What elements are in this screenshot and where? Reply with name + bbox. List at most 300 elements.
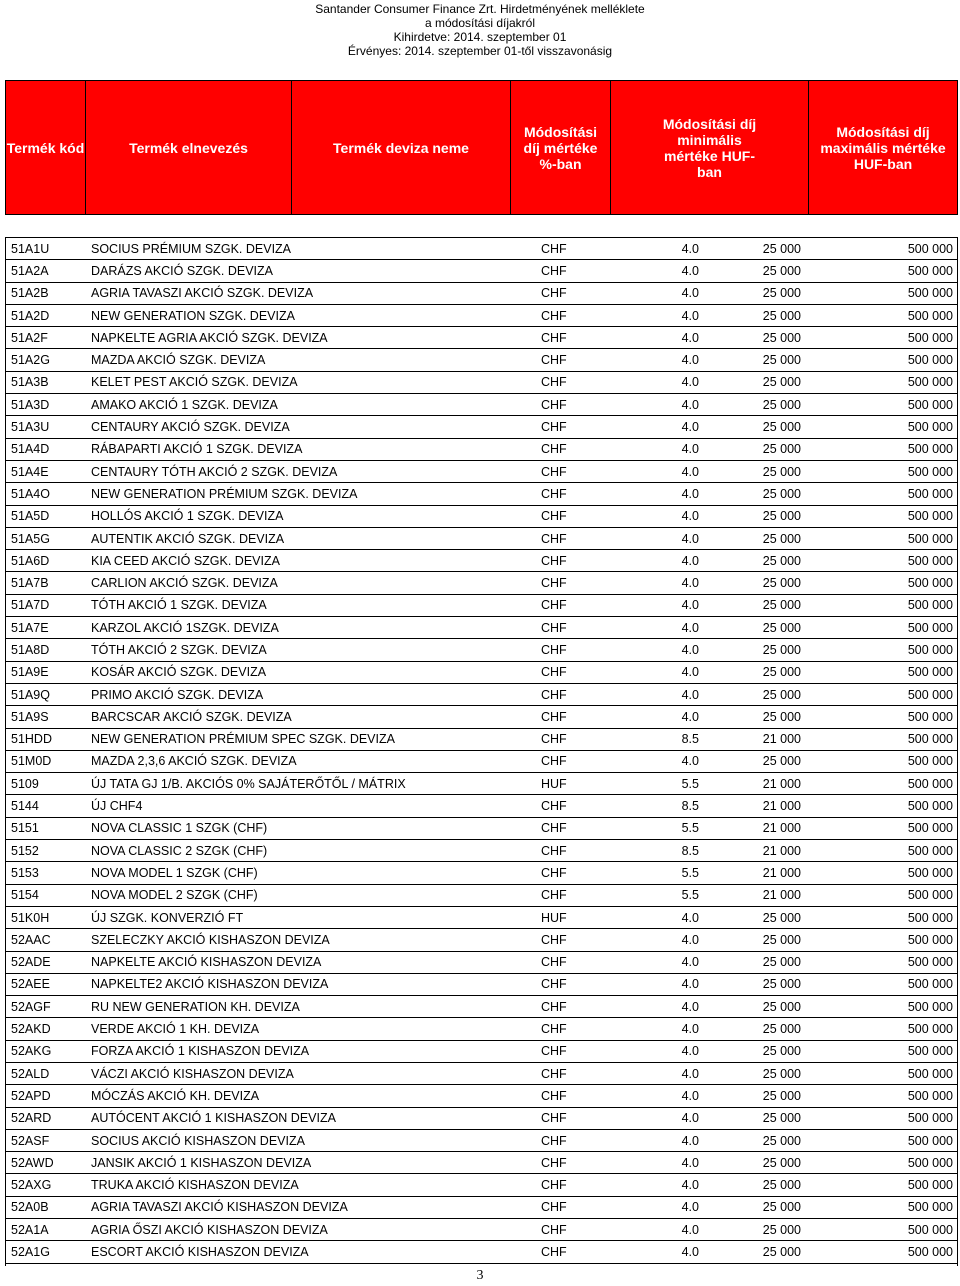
cell-min: 25 000 xyxy=(762,420,801,435)
cell-min: 25 000 xyxy=(762,286,801,301)
cell-name: SOCIUS AKCIÓ KISHASZON DEVIZA xyxy=(91,1133,305,1148)
cell-currency: CHF xyxy=(541,1178,567,1193)
cell-max: 500 000 xyxy=(907,999,953,1014)
cell-name: MAZDA AKCIÓ SZGK. DEVIZA xyxy=(91,353,266,368)
cell-min: 25 000 xyxy=(762,442,801,457)
cell-name: KELET PEST AKCIÓ SZGK. DEVIZA xyxy=(91,375,298,390)
cell-pct: 4.0 xyxy=(681,999,699,1014)
cell-name: HOLLÓS AKCIÓ 1 SZGK. DEVIZA xyxy=(91,509,284,524)
cell-name: CENTAURY AKCIÓ SZGK. DEVIZA xyxy=(91,420,290,435)
cell-min: 25 000 xyxy=(762,754,801,769)
cell-min: 25 000 xyxy=(762,1044,801,1059)
cell-name: TÓTH AKCIÓ 2 SZGK. DEVIZA xyxy=(91,642,267,657)
cell-code: 52ADE xyxy=(11,955,51,970)
cell-max: 500 000 xyxy=(907,1066,953,1081)
cell-code: 51A3U xyxy=(11,420,50,435)
table-header xyxy=(5,80,958,215)
cell-code: 51A9S xyxy=(11,709,49,724)
cell-currency: CHF xyxy=(541,375,567,390)
cell-currency: CHF xyxy=(541,486,567,501)
cell-max: 500 000 xyxy=(907,1155,953,1170)
cell-pct: 4.0 xyxy=(681,1178,699,1193)
table-row xyxy=(5,929,958,951)
cell-code: 51M0D xyxy=(11,754,52,769)
cell-code: 51A9Q xyxy=(11,687,50,702)
cell-min: 25 000 xyxy=(762,620,801,635)
cell-code: 5154 xyxy=(11,888,39,903)
table-row xyxy=(5,617,958,639)
cell-name: NOVA MODEL 2 SZGK (CHF) xyxy=(91,888,258,903)
cell-code: 51A4D xyxy=(11,442,50,457)
cell-min: 25 000 xyxy=(762,1088,801,1103)
cell-min: 25 000 xyxy=(762,263,801,278)
cell-currency: CHF xyxy=(541,932,567,947)
cell-pct: 4.0 xyxy=(681,665,699,680)
cell-code: 52AGF xyxy=(11,999,51,1014)
table-row xyxy=(5,260,958,282)
cell-min: 21 000 xyxy=(762,888,801,903)
cell-code: 5151 xyxy=(11,821,39,836)
cell-pct: 4.0 xyxy=(681,1066,699,1081)
cell-pct: 4.0 xyxy=(681,464,699,479)
cell-code: 51A2F xyxy=(11,330,48,345)
cell-pct: 4.0 xyxy=(681,1133,699,1148)
table-row xyxy=(5,283,958,305)
cell-currency: CHF xyxy=(541,1022,567,1037)
cell-max: 500 000 xyxy=(907,977,953,992)
cell-pct: 4.0 xyxy=(681,910,699,925)
cell-max: 500 000 xyxy=(907,799,953,814)
cell-code: 52APD xyxy=(11,1088,51,1103)
title-line-2: a módosítási díjakról xyxy=(424,16,536,30)
cell-min: 21 000 xyxy=(762,843,801,858)
cell-min: 25 000 xyxy=(762,464,801,479)
table-row xyxy=(5,372,958,394)
cell-min: 25 000 xyxy=(762,1200,801,1215)
cell-name: AMAKO AKCIÓ 1 SZGK. DEVIZA xyxy=(91,397,278,412)
cell-name: NEW GENERATION SZGK. DEVIZA xyxy=(91,308,295,323)
table-row xyxy=(5,952,958,974)
cell-name: VÁCZI AKCIÓ KISHASZON DEVIZA xyxy=(91,1066,294,1081)
header-max: Módosítási díj maximális mértéke HUF-ban xyxy=(820,123,946,172)
cell-currency: CHF xyxy=(541,999,567,1014)
table-row xyxy=(5,1063,958,1085)
cell-currency: CHF xyxy=(541,821,567,836)
cell-currency: CHF xyxy=(541,464,567,479)
cell-currency: CHF xyxy=(541,1066,567,1081)
table-row xyxy=(5,506,958,528)
cell-code: 52ARD xyxy=(11,1111,52,1126)
table-row xyxy=(5,349,958,371)
table-row xyxy=(5,1197,958,1219)
cell-min: 21 000 xyxy=(762,732,801,747)
table-row xyxy=(5,528,958,550)
cell-pct: 4.0 xyxy=(681,620,699,635)
cell-min: 25 000 xyxy=(762,1178,801,1193)
cell-max: 500 000 xyxy=(907,308,953,323)
header-min: Módosítási díj minimális mértéke HUF-ban xyxy=(611,81,809,214)
cell-code: 51A7D xyxy=(11,598,50,613)
cell-min: 25 000 xyxy=(762,330,801,345)
cell-code: 52AKD xyxy=(11,1022,51,1037)
cell-min: 21 000 xyxy=(762,776,801,791)
table-row xyxy=(5,550,958,572)
cell-currency: HUF xyxy=(541,776,567,791)
cell-currency: CHF xyxy=(541,1088,567,1103)
cell-min: 25 000 xyxy=(762,932,801,947)
cell-pct: 4.0 xyxy=(681,955,699,970)
cell-min: 25 000 xyxy=(762,977,801,992)
cell-max: 500 000 xyxy=(907,932,953,947)
cell-code: 5109 xyxy=(11,776,39,791)
cell-currency: CHF xyxy=(541,620,567,635)
cell-pct: 4.0 xyxy=(681,1022,699,1037)
cell-code: 51A2D xyxy=(11,308,50,323)
table-row xyxy=(5,1174,958,1196)
cell-min: 25 000 xyxy=(762,687,801,702)
cell-currency: CHF xyxy=(541,308,567,323)
cell-max: 500 000 xyxy=(907,286,953,301)
cell-max: 500 000 xyxy=(907,420,953,435)
cell-pct: 4.0 xyxy=(681,263,699,278)
cell-currency: CHF xyxy=(541,687,567,702)
cell-currency: CHF xyxy=(541,442,567,457)
cell-min: 25 000 xyxy=(762,308,801,323)
table-row xyxy=(5,1018,958,1040)
table-row xyxy=(5,1241,958,1263)
cell-min: 25 000 xyxy=(762,375,801,390)
cell-name: AGRIA ŐSZI AKCIÓ KISHASZON DEVIZA xyxy=(91,1222,328,1237)
table-row xyxy=(5,907,958,929)
table-row xyxy=(5,862,958,884)
cell-max: 500 000 xyxy=(907,1245,953,1259)
cell-name: AUTENTIK AKCIÓ SZGK. DEVIZA xyxy=(91,531,285,546)
cell-min: 25 000 xyxy=(762,1133,801,1148)
cell-currency: CHF xyxy=(541,1155,567,1170)
cell-min: 25 000 xyxy=(762,1111,801,1126)
cell-pct: 4.0 xyxy=(681,486,699,501)
cell-name: MÓCZÁS AKCIÓ KH. DEVIZA xyxy=(91,1088,260,1103)
cell-pct: 4.0 xyxy=(681,353,699,368)
cell-code: 5144 xyxy=(11,799,39,814)
cell-code: 51A1U xyxy=(11,241,50,256)
table-row xyxy=(5,305,958,327)
cell-pct: 4.0 xyxy=(681,642,699,657)
cell-max: 500 000 xyxy=(907,1022,953,1037)
cell-code: 51A2G xyxy=(11,353,50,368)
cell-max: 500 000 xyxy=(907,263,953,278)
cell-pct: 4.0 xyxy=(681,932,699,947)
cell-min: 21 000 xyxy=(762,821,801,836)
cell-name: KIA CEED AKCIÓ SZGK. DEVIZA xyxy=(91,553,280,568)
cell-max: 500 000 xyxy=(907,598,953,613)
cell-currency: CHF xyxy=(541,397,567,412)
table-row xyxy=(5,1130,958,1152)
table-row xyxy=(5,639,958,661)
cell-min: 25 000 xyxy=(762,553,801,568)
cell-currency: CHF xyxy=(541,799,567,814)
cell-max: 500 000 xyxy=(907,620,953,635)
cell-code: 51A3D xyxy=(11,397,50,412)
cell-pct: 4.0 xyxy=(681,531,699,546)
cell-max: 500 000 xyxy=(907,910,953,925)
cell-pct: 4.0 xyxy=(681,308,699,323)
cell-max: 500 000 xyxy=(907,353,953,368)
cell-currency: CHF xyxy=(541,709,567,724)
cell-code: 51K0H xyxy=(11,910,50,925)
table-row xyxy=(5,483,958,505)
cell-min: 25 000 xyxy=(762,1222,801,1237)
title-line-1: Santander Consumer Finance Zrt. Hirdetményének melléklete xyxy=(315,2,645,16)
cell-pct: 4.0 xyxy=(681,286,699,301)
cell-pct: 4.0 xyxy=(681,442,699,457)
cell-max: 500 000 xyxy=(907,1088,953,1103)
table-row xyxy=(5,238,958,260)
cell-pct: 5.5 xyxy=(681,821,699,836)
cell-currency: CHF xyxy=(541,263,567,278)
cell-currency: CHF xyxy=(541,531,567,546)
cell-max: 500 000 xyxy=(907,1044,953,1059)
table-row xyxy=(5,1152,958,1174)
cell-code: 52ALD xyxy=(11,1066,50,1081)
cell-pct: 4.0 xyxy=(681,1222,699,1237)
table-row xyxy=(5,840,958,862)
cell-pct: 4.0 xyxy=(681,553,699,568)
cell-min: 25 000 xyxy=(762,642,801,657)
header-name: Termék elnevezés xyxy=(86,81,292,214)
cell-min: 25 000 xyxy=(762,531,801,546)
cell-max: 500 000 xyxy=(907,486,953,501)
cell-max: 500 000 xyxy=(907,330,953,345)
cell-pct: 8.5 xyxy=(681,799,699,814)
cell-max: 500 000 xyxy=(907,687,953,702)
cell-min: 25 000 xyxy=(762,665,801,680)
cell-max: 500 000 xyxy=(907,1111,953,1126)
cell-pct: 4.0 xyxy=(681,1044,699,1059)
cell-pct: 4.0 xyxy=(681,1245,699,1259)
cell-pct: 5.5 xyxy=(681,776,699,791)
cell-max: 500 000 xyxy=(907,665,953,680)
cell-min: 25 000 xyxy=(762,353,801,368)
cell-max: 500 000 xyxy=(907,241,953,256)
cell-code: 51A2B xyxy=(11,286,49,301)
cell-currency: CHF xyxy=(541,732,567,747)
table-row xyxy=(5,1085,958,1107)
fee-table xyxy=(5,237,958,1264)
cell-max: 500 000 xyxy=(907,709,953,724)
cell-min: 25 000 xyxy=(762,486,801,501)
cell-max: 500 000 xyxy=(907,865,953,880)
table-row xyxy=(5,572,958,594)
table-row xyxy=(5,1108,958,1130)
cell-currency: CHF xyxy=(541,977,567,992)
cell-name: MAZDA 2,3,6 AKCIÓ SZGK. DEVIZA xyxy=(91,754,297,769)
cell-code: 51A7E xyxy=(11,620,49,635)
cell-pct: 5.5 xyxy=(681,888,699,903)
cell-pct: 8.5 xyxy=(681,843,699,858)
cell-code: 51A2A xyxy=(11,263,49,278)
cell-max: 500 000 xyxy=(907,576,953,591)
cell-name: AGRIA TAVASZI AKCIÓ SZGK. DEVIZA xyxy=(91,286,314,301)
cell-min: 25 000 xyxy=(762,1155,801,1170)
cell-currency: CHF xyxy=(541,843,567,858)
cell-max: 500 000 xyxy=(907,442,953,457)
cell-currency: CHF xyxy=(541,865,567,880)
cell-name: SOCIUS PRÉMIUM SZGK. DEVIZA xyxy=(91,241,292,256)
cell-name: NEW GENERATION PRÉMIUM SPEC SZGK. DEVIZA xyxy=(91,732,395,747)
cell-name: DARÁZS AKCIÓ SZGK. DEVIZA xyxy=(91,263,273,278)
cell-code: 51A5D xyxy=(11,509,50,524)
cell-code: 52A0B xyxy=(11,1200,49,1215)
cell-currency: CHF xyxy=(541,888,567,903)
cell-name: RU NEW GENERATION KH. DEVIZA xyxy=(91,999,300,1014)
cell-currency: CHF xyxy=(541,665,567,680)
table-row xyxy=(5,461,958,483)
header-pct: Módosítási díj mértéke %-ban xyxy=(511,81,611,214)
cell-max: 500 000 xyxy=(907,397,953,412)
cell-max: 500 000 xyxy=(907,509,953,524)
cell-pct: 4.0 xyxy=(681,1155,699,1170)
cell-name: NOVA CLASSIC 2 SZGK (CHF) xyxy=(91,843,268,858)
cell-max: 500 000 xyxy=(907,531,953,546)
table-border-left xyxy=(5,237,6,1266)
cell-name: TRUKA AKCIÓ KISHASZON DEVIZA xyxy=(91,1178,299,1193)
cell-pct: 4.0 xyxy=(681,977,699,992)
table-row xyxy=(5,818,958,840)
cell-name: ÚJ SZGK. KONVERZIÓ FT xyxy=(91,910,244,925)
cell-max: 500 000 xyxy=(907,375,953,390)
cell-name: NOVA CLASSIC 1 SZGK (CHF) xyxy=(91,821,268,836)
cell-code: 5153 xyxy=(11,865,39,880)
cell-code: 52A1G xyxy=(11,1245,50,1259)
cell-max: 500 000 xyxy=(907,754,953,769)
cell-currency: CHF xyxy=(541,553,567,568)
cell-min: 25 000 xyxy=(762,709,801,724)
cell-pct: 4.0 xyxy=(681,754,699,769)
cell-name: SZELECZKY AKCIÓ KISHASZON DEVIZA xyxy=(91,932,330,947)
cell-currency: CHF xyxy=(541,1111,567,1126)
table-row xyxy=(5,662,958,684)
cell-code: 52AKG xyxy=(11,1044,52,1059)
cell-code: 51A4O xyxy=(11,486,50,501)
cell-code: 51HDD xyxy=(11,732,52,747)
cell-code: 51A8D xyxy=(11,642,50,657)
cell-max: 500 000 xyxy=(907,642,953,657)
cell-min: 25 000 xyxy=(762,241,801,256)
cell-max: 500 000 xyxy=(907,843,953,858)
title-line-3: Kihirdetve: 2014. szeptember 01 xyxy=(393,30,567,44)
page-number: 3 xyxy=(476,1268,484,1283)
table-border-right xyxy=(957,237,958,1266)
cell-code: 52ASF xyxy=(11,1133,50,1148)
cell-name: AUTÓCENT AKCIÓ 1 KISHASZON DEVIZA xyxy=(91,1111,336,1126)
cell-pct: 4.0 xyxy=(681,687,699,702)
table-row xyxy=(5,684,958,706)
cell-currency: CHF xyxy=(541,1200,567,1215)
cell-code: 51A5G xyxy=(11,531,50,546)
cell-name: NOVA MODEL 1 SZGK (CHF) xyxy=(91,865,258,880)
cell-code: 52AAC xyxy=(11,932,51,947)
cell-name: ESCORT AKCIÓ KISHASZON DEVIZA xyxy=(91,1245,309,1259)
cell-currency: CHF xyxy=(541,1044,567,1059)
cell-currency: CHF xyxy=(541,754,567,769)
cell-min: 25 000 xyxy=(762,509,801,524)
cell-currency: CHF xyxy=(541,420,567,435)
table-row xyxy=(5,795,958,817)
header-code: Termék kód xyxy=(6,81,86,214)
header-currency: Termék deviza neme xyxy=(292,81,511,214)
cell-code: 52AXG xyxy=(11,1178,52,1193)
cell-name: NAPKELTE AGRIA AKCIÓ SZGK. DEVIZA xyxy=(91,330,328,345)
cell-code: 51A6D xyxy=(11,553,50,568)
cell-max: 500 000 xyxy=(907,464,953,479)
cell-name: CARLION AKCIÓ SZGK. DEVIZA xyxy=(91,576,278,591)
table-row xyxy=(5,416,958,438)
cell-max: 500 000 xyxy=(907,732,953,747)
cell-name: NAPKELTE AKCIÓ KISHASZON DEVIZA xyxy=(91,955,322,970)
table-row xyxy=(5,974,958,996)
cell-currency: CHF xyxy=(541,330,567,345)
table-row xyxy=(5,1041,958,1063)
table-row xyxy=(5,885,958,907)
table-row xyxy=(5,327,958,349)
cell-max: 500 000 xyxy=(907,776,953,791)
cell-min: 25 000 xyxy=(762,576,801,591)
cell-name: KARZOL AKCIÓ 1SZGK. DEVIZA xyxy=(91,620,279,635)
cell-name: PRIMO AKCIÓ SZGK. DEVIZA xyxy=(91,687,264,702)
cell-min: 21 000 xyxy=(762,865,801,880)
cell-max: 500 000 xyxy=(907,888,953,903)
table-row xyxy=(5,751,958,773)
table-row xyxy=(5,996,958,1018)
cell-pct: 4.0 xyxy=(681,397,699,412)
cell-code: 51A4E xyxy=(11,464,49,479)
cell-pct: 4.0 xyxy=(681,509,699,524)
cell-currency: CHF xyxy=(541,509,567,524)
cell-code: 51A3B xyxy=(11,375,49,390)
cell-min: 25 000 xyxy=(762,999,801,1014)
cell-code: 5152 xyxy=(11,843,39,858)
cell-currency: CHF xyxy=(541,576,567,591)
cell-currency: CHF xyxy=(541,955,567,970)
cell-name: KOSÁR AKCIÓ SZGK. DEVIZA xyxy=(91,665,267,680)
cell-pct: 4.0 xyxy=(681,1111,699,1126)
cell-max: 500 000 xyxy=(907,1222,953,1237)
cell-min: 25 000 xyxy=(762,397,801,412)
table-row xyxy=(5,706,958,728)
cell-pct: 4.0 xyxy=(681,576,699,591)
table-row xyxy=(5,394,958,416)
cell-pct: 4.0 xyxy=(681,375,699,390)
table-row xyxy=(5,729,958,751)
cell-name: AGRIA TAVASZI AKCIÓ KISHASZON DEVIZA xyxy=(91,1200,348,1215)
table-row xyxy=(5,439,958,461)
cell-max: 500 000 xyxy=(907,1200,953,1215)
cell-pct: 4.0 xyxy=(681,598,699,613)
cell-pct: 4.0 xyxy=(681,420,699,435)
cell-currency: CHF xyxy=(541,1222,567,1237)
cell-max: 500 000 xyxy=(907,553,953,568)
cell-pct: 5.5 xyxy=(681,865,699,880)
cell-name: RÁBAPARTI AKCIÓ 1 SZGK. DEVIZA xyxy=(91,442,303,457)
cell-code: 52AWD xyxy=(11,1155,54,1170)
cell-name: JANSIK AKCIÓ 1 KISHASZON DEVIZA xyxy=(91,1155,312,1170)
cell-max: 500 000 xyxy=(907,1133,953,1148)
cell-min: 25 000 xyxy=(762,955,801,970)
cell-min: 25 000 xyxy=(762,910,801,925)
cell-currency: CHF xyxy=(541,1245,567,1259)
cell-name: ÚJ TATA GJ 1/B. AKCIÓS 0% SAJÁTERŐTŐL / MÁTRIX xyxy=(91,776,406,791)
